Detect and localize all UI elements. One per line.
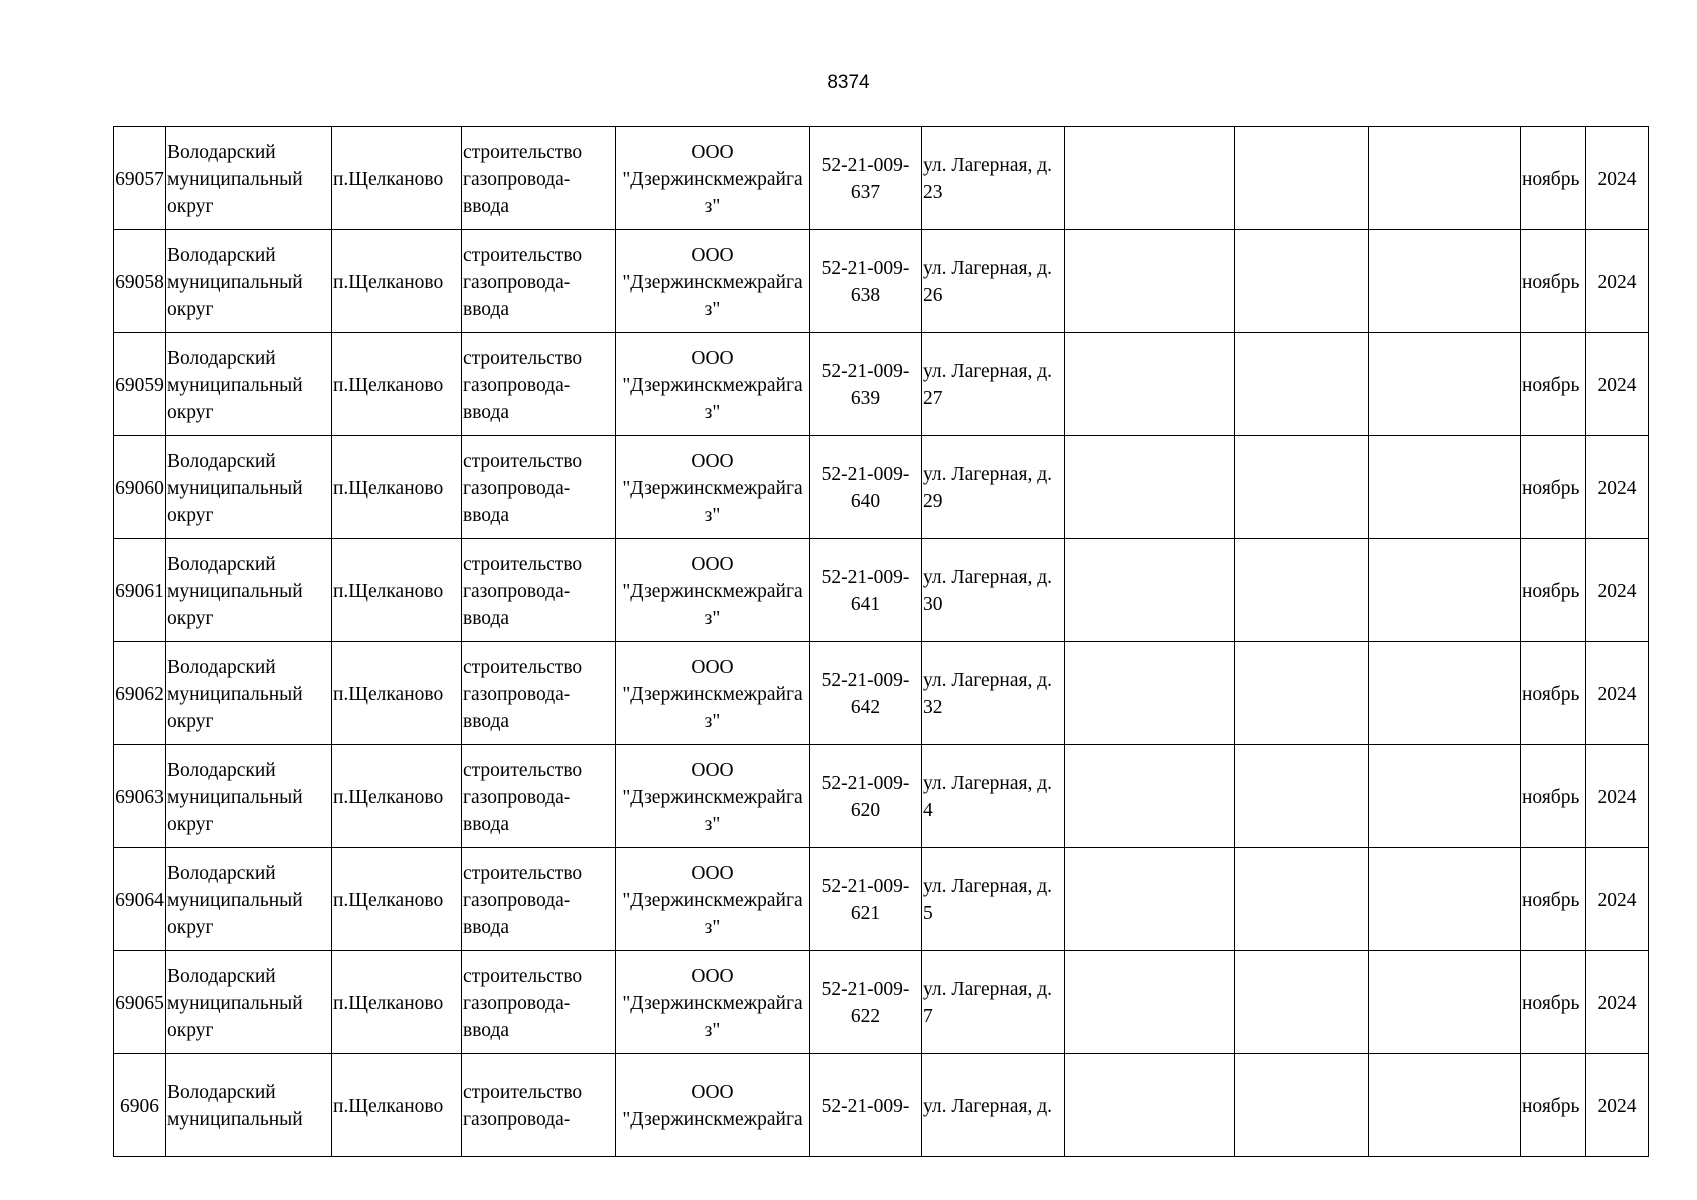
settlement-cell: п.Щелканово xyxy=(332,539,462,642)
work-type-cell-line: строительство xyxy=(463,1082,583,1103)
address-cell xyxy=(922,848,1065,951)
table-row xyxy=(114,745,1649,848)
organization-cell xyxy=(616,436,810,539)
year-cell: 2024 xyxy=(1586,1054,1649,1157)
district-cell-line: муниципальный xyxy=(167,992,303,1014)
district-cell-line: Володарский xyxy=(167,244,276,266)
year-cell: 2024 xyxy=(1586,436,1649,539)
address-cell xyxy=(922,951,1065,1054)
row-number-cell: 69057 xyxy=(114,127,166,230)
organization-cell xyxy=(616,1054,810,1157)
address-cell-line: 30 xyxy=(923,594,943,615)
district-cell-line: Володарский xyxy=(167,656,276,678)
work-type-cell-line: строительство xyxy=(463,450,583,472)
organization-cell-line: ООО xyxy=(691,1082,734,1103)
organization-cell-line: з" xyxy=(704,813,721,835)
organization-cell-line: ООО xyxy=(691,759,734,781)
object-code-cell-line: 52-21-009- xyxy=(821,567,910,588)
organization-cell-line: ООО xyxy=(691,244,734,266)
row-number-cell: 69062 xyxy=(114,642,166,745)
work-type-cell-line: газопровода- xyxy=(463,168,571,190)
object-code-cell xyxy=(810,436,922,539)
organization-cell-line: з" xyxy=(704,504,721,526)
address-cell-line: 4 xyxy=(923,800,933,821)
organization-cell xyxy=(616,745,810,848)
object-code-cell xyxy=(810,1054,922,1157)
table-row xyxy=(114,127,1649,230)
settlement-cell: п.Щелканово xyxy=(332,127,462,230)
organization-cell-line: "Дзержинскмежрайга xyxy=(622,168,803,190)
object-code-cell xyxy=(810,539,922,642)
work-type-cell-line: газопровода- xyxy=(463,683,571,705)
year-cell: 2024 xyxy=(1586,539,1649,642)
organization-cell-line: з" xyxy=(704,916,721,938)
work-type-cell-line: ввода xyxy=(463,1019,510,1041)
work-type-cell xyxy=(462,1054,616,1157)
year-cell: 2024 xyxy=(1586,333,1649,436)
district-cell-line: Володарский xyxy=(167,1082,276,1103)
district-cell xyxy=(166,745,332,848)
object-code-cell-line: 52-21-009- xyxy=(821,1095,910,1117)
address-cell xyxy=(922,539,1065,642)
empty-cell-1 xyxy=(1065,436,1235,539)
district-cell-line: Володарский xyxy=(167,862,276,884)
district-cell xyxy=(166,539,332,642)
table-body xyxy=(114,127,1649,1157)
district-cell-line: муниципальный xyxy=(167,271,303,293)
settlement-cell: п.Щелканово xyxy=(332,745,462,848)
work-type-cell-line: газопровода- xyxy=(463,374,571,396)
empty-cell-1 xyxy=(1065,539,1235,642)
address-cell-line: 23 xyxy=(923,182,943,203)
settlement-cell: п.Щелканово xyxy=(332,642,462,745)
district-cell xyxy=(166,127,332,230)
work-type-cell-line: ввода xyxy=(463,607,510,629)
organization-cell xyxy=(616,127,810,230)
organization-cell-line: "Дзержинскмежрайга xyxy=(622,992,803,1014)
empty-cell-3 xyxy=(1369,127,1521,230)
work-type-cell-line: ввода xyxy=(463,813,510,835)
table-row xyxy=(114,539,1649,642)
work-type-cell-line: газопровода- xyxy=(463,580,571,602)
object-code-cell xyxy=(810,333,922,436)
settlement-cell: п.Щелканово xyxy=(332,230,462,333)
empty-cell-2 xyxy=(1235,230,1369,333)
work-type-cell xyxy=(462,642,616,745)
object-code-cell-line: 52-21-009- xyxy=(821,979,910,1000)
address-cell xyxy=(922,1054,1065,1157)
row-number-cell: 69065 xyxy=(114,951,166,1054)
object-code-cell xyxy=(810,951,922,1054)
empty-cell-2 xyxy=(1235,745,1369,848)
object-code-cell-line: 638 xyxy=(850,285,881,306)
empty-cell-2 xyxy=(1235,333,1369,436)
district-cell-line: округ xyxy=(167,504,214,526)
object-code-cell-line: 52-21-009- xyxy=(821,670,910,691)
row-number-cell: 69064 xyxy=(114,848,166,951)
year-cell: 2024 xyxy=(1586,848,1649,951)
object-code-cell-line: 52-21-009- xyxy=(821,876,910,897)
organization-cell-line: з" xyxy=(704,195,721,217)
month-cell: ноябрь xyxy=(1521,642,1586,745)
empty-cell-2 xyxy=(1235,436,1369,539)
organization-cell-line: з" xyxy=(704,401,721,423)
organization-cell-line: "Дзержинскмежрайга xyxy=(622,1109,803,1130)
district-cell-line: округ xyxy=(167,195,214,217)
address-cell-line: ул. Лагерная, д. xyxy=(923,155,1053,176)
organization-cell xyxy=(616,539,810,642)
object-code-cell-line: 52-21-009- xyxy=(821,361,910,382)
object-code-cell-line: 622 xyxy=(850,1006,881,1027)
district-cell-line: муниципальный xyxy=(167,580,303,602)
month-cell: ноябрь xyxy=(1521,230,1586,333)
address-cell xyxy=(922,127,1065,230)
district-cell-line: округ xyxy=(167,916,214,938)
address-cell xyxy=(922,436,1065,539)
work-type-cell-line: газопровода- xyxy=(463,1109,571,1130)
address-cell-line: 26 xyxy=(923,285,943,306)
address-cell-line: ул. Лагерная, д. xyxy=(923,876,1053,897)
organization-cell-line: ООО xyxy=(691,450,734,472)
address-cell-line: ул. Лагерная, д. xyxy=(923,258,1053,279)
work-type-cell-line: газопровода- xyxy=(463,889,571,911)
district-cell xyxy=(166,333,332,436)
organization-cell-line: з" xyxy=(704,1019,721,1041)
month-cell: ноябрь xyxy=(1521,436,1586,539)
address-cell-line: 32 xyxy=(923,697,943,718)
organization-cell-line: "Дзержинскмежрайга xyxy=(622,374,803,396)
district-cell-line: муниципальный xyxy=(167,786,303,808)
empty-cell-2 xyxy=(1235,642,1369,745)
table-row xyxy=(114,642,1649,745)
district-cell-line: муниципальный xyxy=(167,1109,303,1130)
object-code-cell xyxy=(810,745,922,848)
work-type-cell xyxy=(462,848,616,951)
work-type-cell-line: строительство xyxy=(463,347,583,369)
work-type-cell-line: газопровода- xyxy=(463,271,571,293)
work-type-cell xyxy=(462,539,616,642)
district-cell-line: муниципальный xyxy=(167,477,303,499)
work-type-cell-line: ввода xyxy=(463,298,510,320)
object-code-cell-line: 620 xyxy=(850,800,881,821)
empty-cell-3 xyxy=(1369,1054,1521,1157)
object-code-cell-line: 52-21-009- xyxy=(821,773,910,794)
row-number-cell: 69060 xyxy=(114,436,166,539)
year-cell: 2024 xyxy=(1586,642,1649,745)
empty-cell-3 xyxy=(1369,642,1521,745)
object-code-cell-line: 637 xyxy=(850,182,881,203)
district-cell xyxy=(166,1054,332,1157)
page-number: 8374 xyxy=(827,72,870,93)
address-cell-line: ул. Лагерная, д. xyxy=(923,979,1053,1000)
address-cell xyxy=(922,230,1065,333)
empty-cell-1 xyxy=(1065,951,1235,1054)
address-cell-line: ул. Лагерная, д. xyxy=(923,567,1053,588)
organization-cell-line: ООО xyxy=(691,862,734,884)
district-cell xyxy=(166,230,332,333)
organization-cell-line: ООО xyxy=(691,347,734,369)
object-code-cell xyxy=(810,230,922,333)
work-type-cell xyxy=(462,745,616,848)
district-cell-line: муниципальный xyxy=(167,374,303,396)
district-cell-line: муниципальный xyxy=(167,168,303,190)
object-code-cell xyxy=(810,642,922,745)
address-cell-line: ул. Лагерная, д. xyxy=(923,670,1053,691)
month-cell: ноябрь xyxy=(1521,1054,1586,1157)
object-code-cell-line: 52-21-009- xyxy=(821,258,910,279)
organization-cell-line: ООО xyxy=(691,965,734,987)
organization-cell-line: з" xyxy=(704,710,721,732)
empty-cell-1 xyxy=(1065,230,1235,333)
work-type-cell-line: ввода xyxy=(463,195,510,217)
settlement-cell: п.Щелканово xyxy=(332,951,462,1054)
work-type-cell xyxy=(462,127,616,230)
empty-cell-1 xyxy=(1065,848,1235,951)
empty-cell-1 xyxy=(1065,333,1235,436)
organization-cell-line: "Дзержинскмежрайга xyxy=(622,786,803,808)
work-type-cell-line: строительство xyxy=(463,862,583,884)
empty-cell-1 xyxy=(1065,127,1235,230)
work-type-cell-line: ввода xyxy=(463,710,510,732)
year-cell: 2024 xyxy=(1586,127,1649,230)
work-type-cell-line: строительство xyxy=(463,244,583,266)
district-cell-line: муниципальный xyxy=(167,683,303,705)
object-code-cell xyxy=(810,848,922,951)
table-container xyxy=(113,126,1648,1130)
address-cell-line: ул. Лагерная, д. xyxy=(923,773,1053,794)
address-cell-line: ул. Лагерная, д. xyxy=(923,361,1053,382)
organization-cell xyxy=(616,951,810,1054)
empty-cell-2 xyxy=(1235,127,1369,230)
address-cell xyxy=(922,642,1065,745)
address-cell-line: 29 xyxy=(923,491,943,512)
year-cell: 2024 xyxy=(1586,951,1649,1054)
address-cell-line: 27 xyxy=(923,388,943,409)
table-row xyxy=(114,230,1649,333)
organization-cell-line: "Дзержинскмежрайга xyxy=(622,271,803,293)
work-type-cell xyxy=(462,436,616,539)
settlement-cell: п.Щелканово xyxy=(332,333,462,436)
empty-cell-2 xyxy=(1235,848,1369,951)
row-number-cell: 6906 xyxy=(114,1054,166,1157)
organization-cell-line: "Дзержинскмежрайга xyxy=(622,477,803,499)
object-code-cell-line: 52-21-009- xyxy=(821,464,910,485)
empty-cell-2 xyxy=(1235,539,1369,642)
table-row xyxy=(114,436,1649,539)
empty-cell-3 xyxy=(1369,848,1521,951)
district-cell-line: округ xyxy=(167,298,214,320)
empty-cell-2 xyxy=(1235,951,1369,1054)
works-table xyxy=(113,126,1649,1157)
work-type-cell-line: ввода xyxy=(463,916,510,938)
district-cell-line: округ xyxy=(167,401,214,423)
settlement-cell: п.Щелканово xyxy=(332,1054,462,1157)
row-number-cell: 69061 xyxy=(114,539,166,642)
object-code-cell-line: 621 xyxy=(850,903,881,924)
month-cell: ноябрь xyxy=(1521,127,1586,230)
month-cell: ноябрь xyxy=(1521,951,1586,1054)
object-code-cell-line: 52-21-009- xyxy=(821,155,910,176)
organization-cell-line: ООО xyxy=(691,141,734,163)
address-cell xyxy=(922,333,1065,436)
year-cell: 2024 xyxy=(1586,230,1649,333)
object-code-cell-line: 642 xyxy=(850,697,881,718)
row-number-cell: 69058 xyxy=(114,230,166,333)
organization-cell-line: ООО xyxy=(691,656,734,678)
district-cell xyxy=(166,436,332,539)
organization-cell-line: "Дзержинскмежрайга xyxy=(622,580,803,602)
table-row xyxy=(114,848,1649,951)
work-type-cell-line: газопровода- xyxy=(463,477,571,499)
district-cell-line: Володарский xyxy=(167,450,276,472)
settlement-cell: п.Щелканово xyxy=(332,436,462,539)
district-cell-line: Володарский xyxy=(167,759,276,781)
district-cell-line: муниципальный xyxy=(167,889,303,911)
district-cell-line: округ xyxy=(167,813,214,835)
object-code-cell xyxy=(810,127,922,230)
work-type-cell xyxy=(462,333,616,436)
empty-cell-3 xyxy=(1369,745,1521,848)
address-cell-line: 5 xyxy=(923,903,933,924)
work-type-cell-line: ввода xyxy=(463,401,510,423)
object-code-cell-line: 641 xyxy=(850,594,881,615)
organization-cell xyxy=(616,333,810,436)
district-cell-line: Володарский xyxy=(167,965,276,987)
work-type-cell-line: строительство xyxy=(463,965,583,987)
work-type-cell-line: строительство xyxy=(463,553,583,575)
work-type-cell xyxy=(462,230,616,333)
table-row xyxy=(114,333,1649,436)
organization-cell-line: "Дзержинскмежрайга xyxy=(622,889,803,911)
table-row xyxy=(114,951,1649,1054)
address-cell xyxy=(922,745,1065,848)
row-number-cell: 69059 xyxy=(114,333,166,436)
organization-cell xyxy=(616,642,810,745)
work-type-cell-line: строительство xyxy=(463,141,583,163)
empty-cell-1 xyxy=(1065,745,1235,848)
empty-cell-3 xyxy=(1369,333,1521,436)
work-type-cell-line: ввода xyxy=(463,504,510,526)
row-number-cell: 69063 xyxy=(114,745,166,848)
empty-cell-3 xyxy=(1369,436,1521,539)
address-cell-line: 7 xyxy=(923,1006,933,1027)
empty-cell-3 xyxy=(1369,539,1521,642)
object-code-cell-line: 640 xyxy=(850,491,881,512)
work-type-cell-line: строительство xyxy=(463,656,583,678)
work-type-cell xyxy=(462,951,616,1054)
empty-cell-2 xyxy=(1235,1054,1369,1157)
empty-cell-3 xyxy=(1369,230,1521,333)
month-cell: ноябрь xyxy=(1521,848,1586,951)
district-cell xyxy=(166,951,332,1054)
district-cell xyxy=(166,848,332,951)
district-cell-line: округ xyxy=(167,607,214,629)
empty-cell-3 xyxy=(1369,951,1521,1054)
work-type-cell-line: строительство xyxy=(463,759,583,781)
year-cell: 2024 xyxy=(1586,745,1649,848)
organization-cell-line: ООО xyxy=(691,553,734,575)
district-cell-line: Володарский xyxy=(167,141,276,163)
organization-cell xyxy=(616,230,810,333)
settlement-cell: п.Щелканово xyxy=(332,848,462,951)
address-cell-line: ул. Лагерная, д. xyxy=(923,464,1053,485)
district-cell-line: округ xyxy=(167,1019,214,1041)
district-cell xyxy=(166,642,332,745)
district-cell-line: Володарский xyxy=(167,347,276,369)
month-cell: ноябрь xyxy=(1521,333,1586,436)
address-cell-line: ул. Лагерная, д. xyxy=(923,1095,1053,1117)
month-cell: ноябрь xyxy=(1521,745,1586,848)
organization-cell-line: "Дзержинскмежрайга xyxy=(622,683,803,705)
month-cell: ноябрь xyxy=(1521,539,1586,642)
table-row xyxy=(114,1054,1649,1157)
work-type-cell-line: газопровода- xyxy=(463,786,571,808)
object-code-cell-line: 639 xyxy=(850,388,881,409)
district-cell-line: округ xyxy=(167,710,214,732)
organization-cell xyxy=(616,848,810,951)
district-cell-line: Володарский xyxy=(167,553,276,575)
organization-cell-line: з" xyxy=(704,607,721,629)
empty-cell-1 xyxy=(1065,1054,1235,1157)
empty-cell-1 xyxy=(1065,642,1235,745)
work-type-cell-line: газопровода- xyxy=(463,992,571,1014)
organization-cell-line: з" xyxy=(704,298,721,320)
